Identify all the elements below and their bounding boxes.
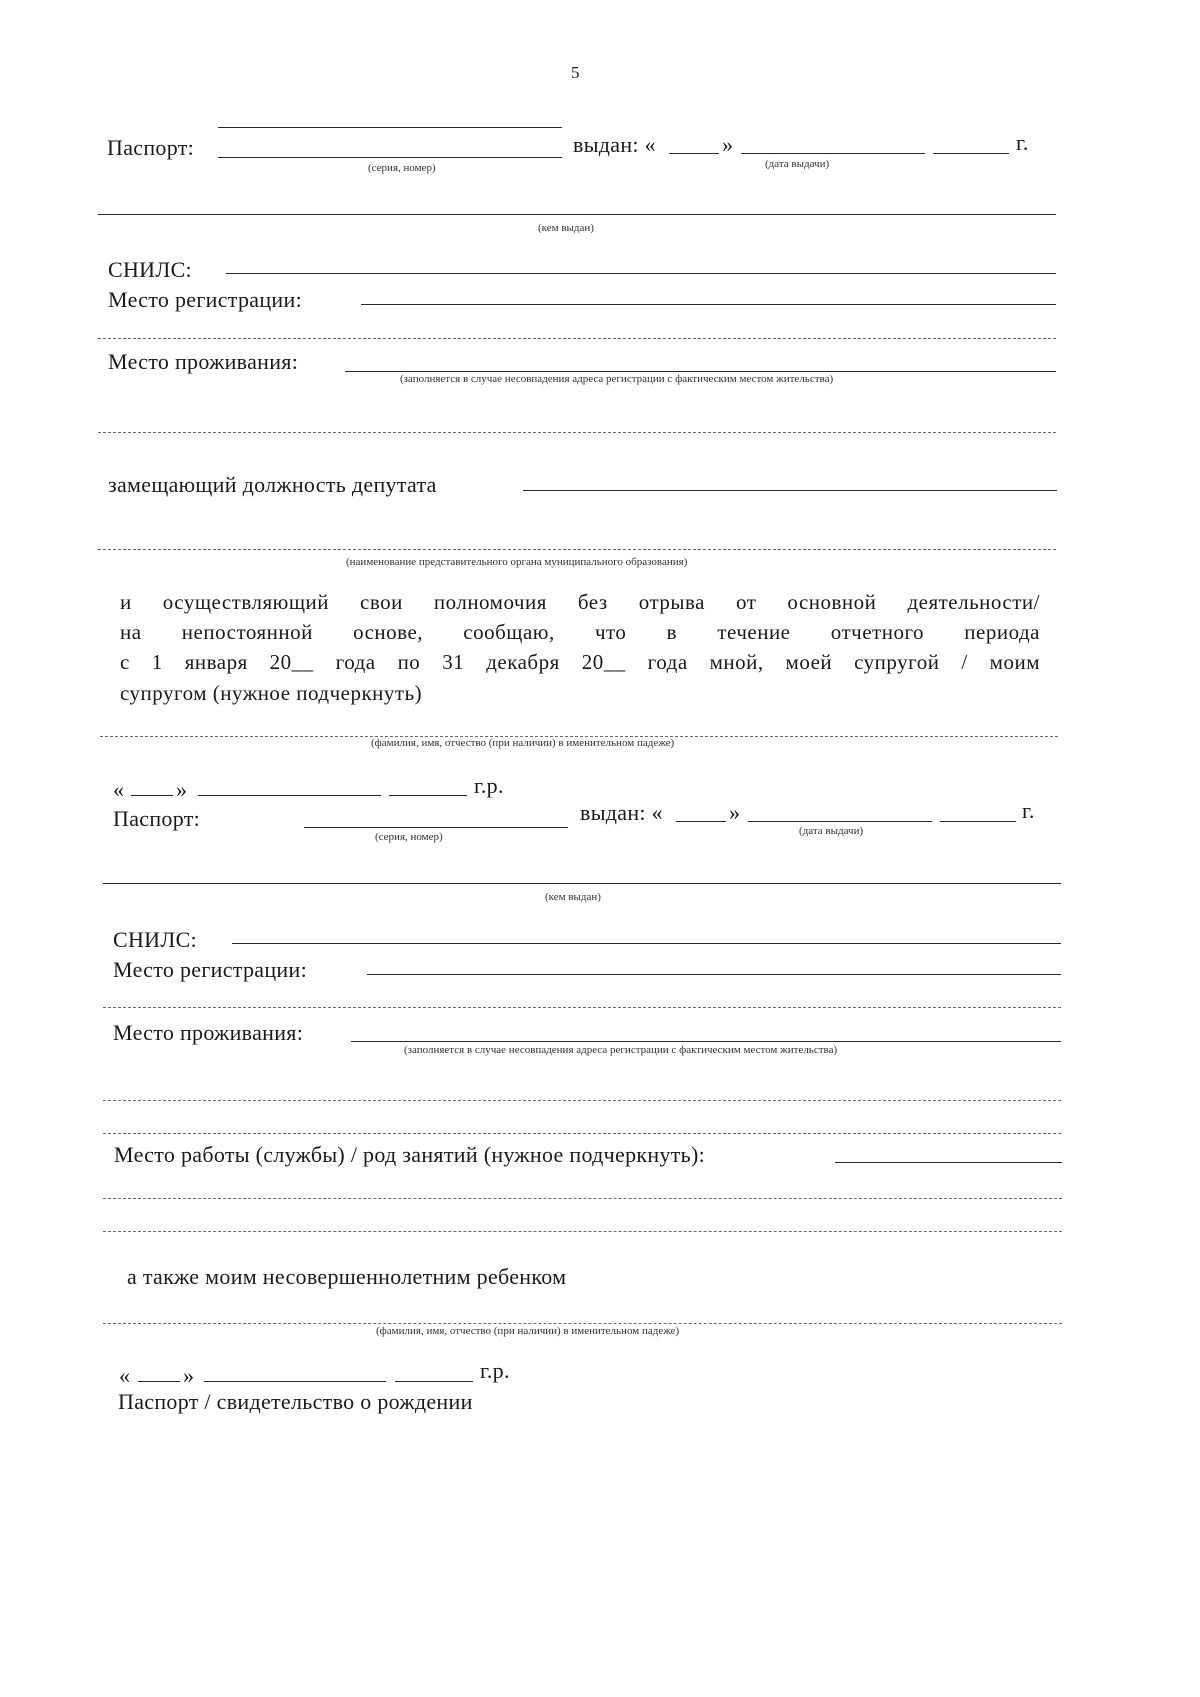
spouse-birth-month-line[interactable] <box>198 795 381 796</box>
child-birth-month-line[interactable] <box>204 1381 386 1382</box>
child-fio-line[interactable] <box>103 1323 1062 1324</box>
passport-month-line[interactable] <box>741 153 925 154</box>
passport-label: Паспорт: <box>107 135 195 160</box>
passport-series-line[interactable] <box>218 157 562 158</box>
deputy-line[interactable] <box>523 490 1057 491</box>
child-birth-close: » <box>183 1363 195 1388</box>
spouse-registration-line-2[interactable] <box>103 1007 1061 1008</box>
passport-issued-close: » <box>722 132 734 157</box>
spouse-residence-caption: (заполняется в случае несовпадения адреса регистрации с фактическим местом жительства) <box>404 1044 838 1056</box>
spouse-passport-day-line[interactable] <box>676 821 726 822</box>
passport-series-line-top <box>218 127 562 128</box>
spouse-registration-line[interactable] <box>367 974 1061 975</box>
spouse-snils-line[interactable] <box>232 943 1061 944</box>
registration-line[interactable] <box>361 304 1056 305</box>
registration-label: Место регистрации: <box>108 287 302 312</box>
statement-line-4: супругом (нужное подчеркнуть) <box>120 681 423 705</box>
spouse-passport-issuer-line[interactable] <box>103 883 1061 884</box>
residence-line-2[interactable] <box>98 432 1056 433</box>
statement-line-1: и осуществляющий свои полномочия без отрыва от основной деятельности/ <box>120 590 1040 614</box>
spouse-fio-caption: (фамилия, имя, отчество (при наличии) в именительном падеже) <box>371 737 675 749</box>
child-label: а также моим несовершеннолетним ребенком <box>127 1264 567 1289</box>
deputy-body-line[interactable] <box>98 549 1056 550</box>
spouse-residence-label: Место проживания: <box>113 1020 304 1045</box>
spouse-passport-series-caption: (серия, номер) <box>375 831 443 843</box>
child-birth-suffix: г.р. <box>480 1358 510 1383</box>
statement-line-3: с 1 января 20__ года по 31 декабря 20__ года мной, моей супругой / моим <box>120 650 1040 674</box>
spouse-registration-label: Место регистрации: <box>113 957 307 982</box>
child-birth-year-line[interactable] <box>395 1381 473 1382</box>
residence-line[interactable] <box>345 371 1056 372</box>
deputy-label: замещающий должность депутата <box>108 472 437 497</box>
spouse-passport-month-line[interactable] <box>748 821 932 822</box>
child-birth-open: « <box>119 1363 131 1388</box>
child-fio-caption: (фамилия, имя, отчество (при наличии) в именительном падеже) <box>376 1325 680 1337</box>
passport-issuer-line[interactable] <box>98 214 1056 215</box>
deputy-caption: (наименование представительного органа муниципального образования) <box>346 556 688 568</box>
passport-year-line[interactable] <box>933 153 1009 154</box>
spouse-work-line-3[interactable] <box>103 1231 1062 1232</box>
spouse-snils-label: СНИЛС: <box>113 927 197 952</box>
statement-line-2: на непостоянной основе, сообщаю, что в течение отчетного периода <box>120 620 1040 644</box>
spouse-work-line-2[interactable] <box>103 1198 1062 1199</box>
spouse-residence-line-2[interactable] <box>103 1100 1061 1101</box>
snils-line[interactable] <box>226 273 1056 274</box>
spouse-passport-issuer-caption: (кем выдан) <box>545 891 601 903</box>
spouse-passport-date-caption: (дата выдачи) <box>799 825 864 837</box>
child-birth-day-line[interactable] <box>138 1381 180 1382</box>
passport-year-suffix: г. <box>1016 130 1029 155</box>
spouse-work-line-top[interactable] <box>103 1133 1061 1134</box>
spouse-work-label: Место работы (службы) / род занятий (нужное подчеркнуть): <box>114 1142 706 1167</box>
passport-date-caption: (дата выдачи) <box>765 158 830 170</box>
residence-caption: (заполняется в случае несовпадения адреса регистрации с фактическим местом жительства) <box>400 373 834 385</box>
passport-issued-label: выдан: « <box>573 132 656 157</box>
spouse-work-line[interactable] <box>835 1162 1062 1163</box>
spouse-birth-suffix: г.р. <box>474 773 504 798</box>
passport-series-caption: (серия, номер) <box>368 162 436 174</box>
snils-label: СНИЛС: <box>108 257 192 282</box>
spouse-passport-year-suffix: г. <box>1022 798 1035 823</box>
residence-label: Место проживания: <box>108 349 299 374</box>
passport-day-line[interactable] <box>669 153 719 154</box>
passport-issuer-caption: (кем выдан) <box>538 222 594 234</box>
spouse-passport-year-line[interactable] <box>940 821 1016 822</box>
page-number: 5 <box>571 63 580 82</box>
spouse-passport-issued-close: » <box>729 800 741 825</box>
registration-line-2[interactable] <box>98 338 1056 339</box>
spouse-residence-line[interactable] <box>351 1041 1061 1042</box>
child-document-label: Паспорт / свидетельство о рождении <box>118 1389 473 1414</box>
spouse-passport-label: Паспорт: <box>113 806 201 831</box>
spouse-passport-series-line[interactable] <box>304 827 568 828</box>
spouse-passport-issued-label: выдан: « <box>580 800 663 825</box>
spouse-birth-day-line[interactable] <box>131 795 173 796</box>
spouse-birth-open: « <box>113 777 125 802</box>
spouse-birth-close: » <box>176 777 188 802</box>
spouse-birth-year-line[interactable] <box>389 795 467 796</box>
